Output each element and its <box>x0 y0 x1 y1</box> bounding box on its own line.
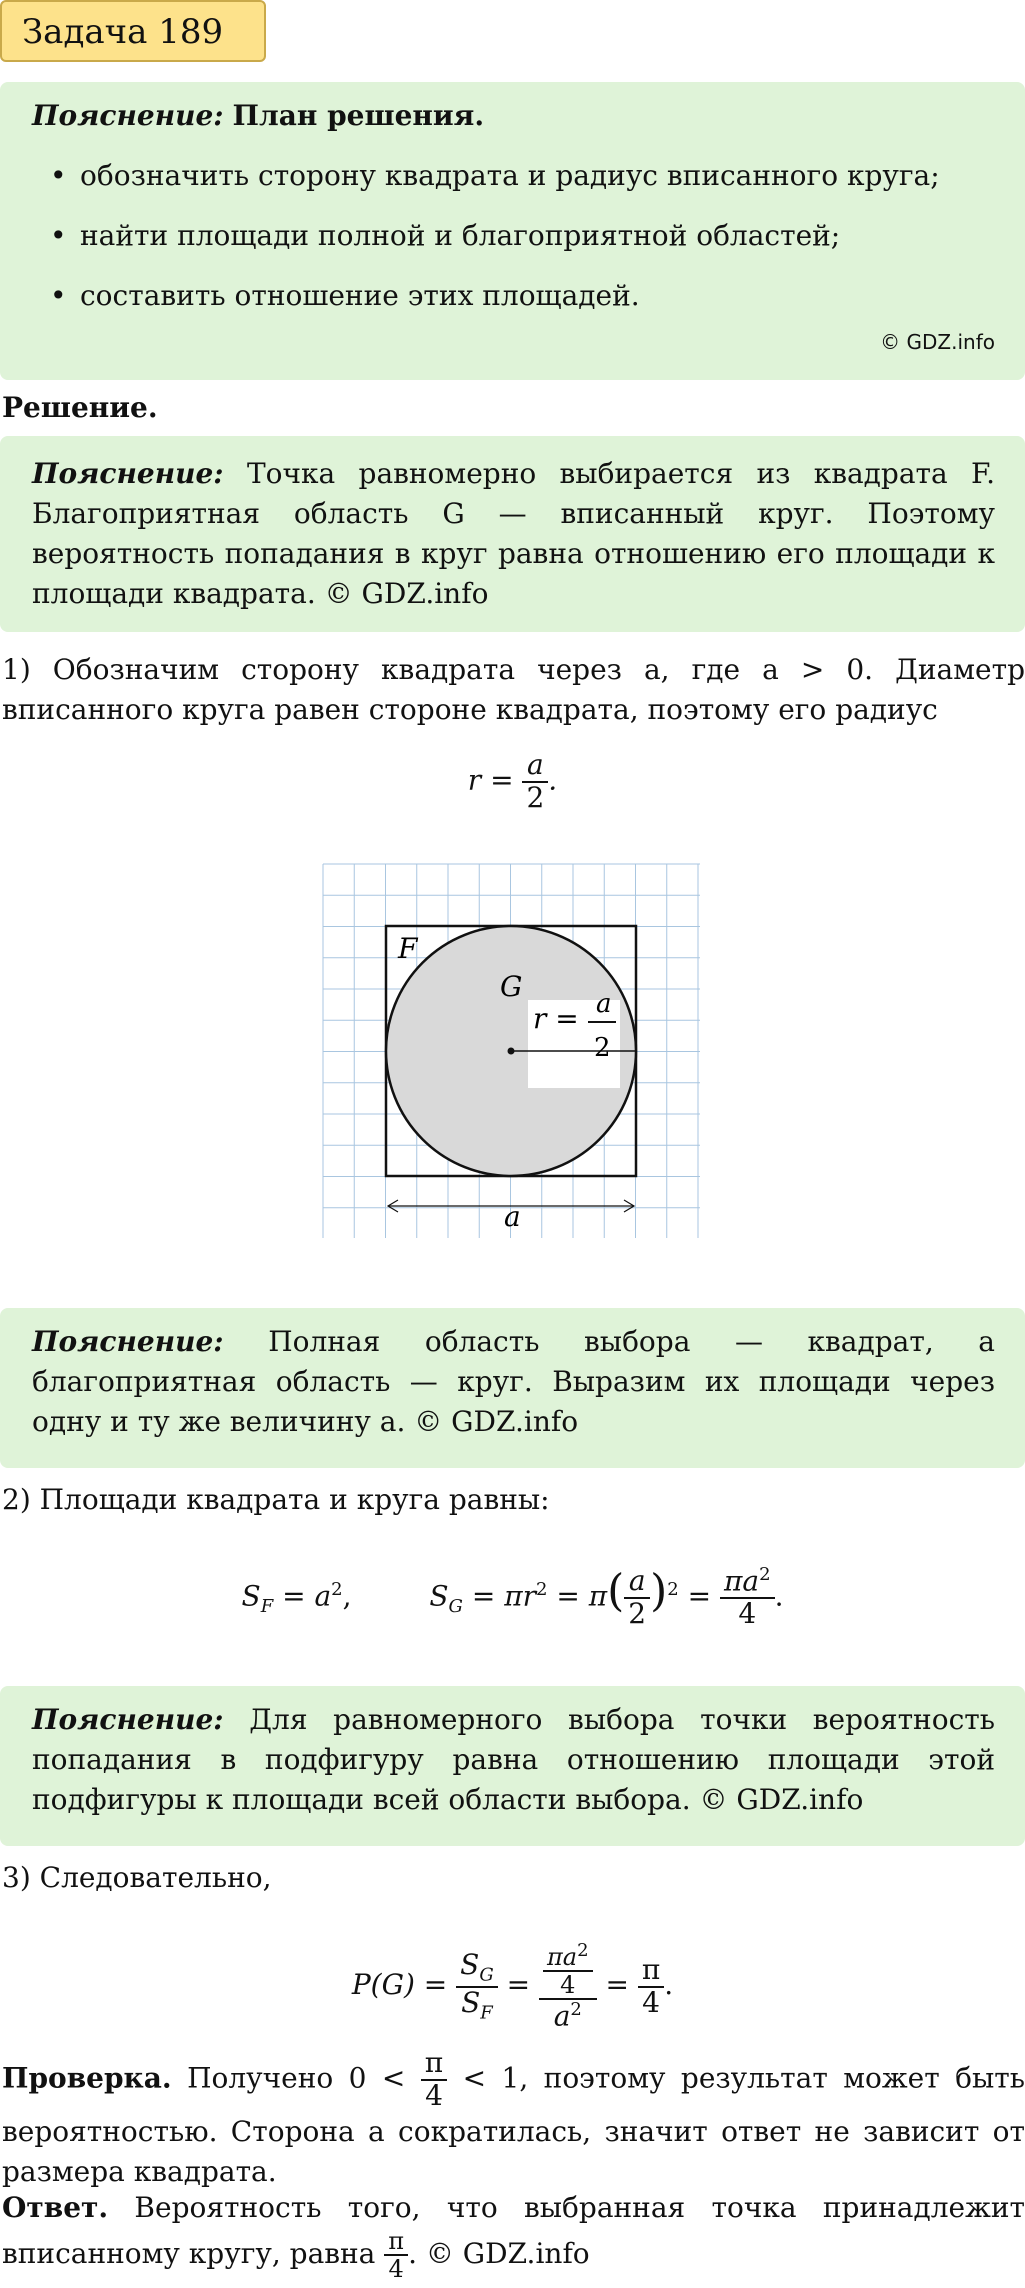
step-2-text: 2) Площади квадрата и круга равны: <box>2 1483 550 1516</box>
note-3-lead: Пояснение: <box>32 1703 224 1736</box>
note-1-text: Точка равномерно выбирается из квадрата F. Благоприятная область G — вписанный круг. Поэтому вероятность попадания в круг равна отношению его площади к площади квадрата. © GDZ.info <box>32 457 995 610</box>
note-2-text: Полная область выбора — квадрат, а благоприятная область — круг. Выразим их площади через одну и ту же величину a. © GDZ.info <box>32 1325 995 1438</box>
note-3 <box>0 1686 1025 1846</box>
square-circle-figure <box>0 860 1025 1250</box>
formula-probability: P(G) = $\frac{S_G}{S_F}$ = $\frac{\frac{\pi a^2}{4}}{a^2}$ = $\frac{\pi}{4}$ . <box>351 1939 674 2033</box>
solution-title: Решение. <box>2 391 158 424</box>
plan-note <box>0 82 1025 380</box>
label-a: a <box>504 1200 521 1233</box>
label-F: F <box>398 932 418 965</box>
note-1-lead: Пояснение: <box>32 457 224 490</box>
center-dot <box>508 1048 515 1055</box>
plan-list <box>32 156 995 316</box>
label-r-den: 2 <box>594 1033 611 1063</box>
check-lead: Проверка. <box>2 2061 172 2095</box>
answer-lead: Ответ. <box>2 2191 109 2224</box>
label-r: r = <box>533 1002 579 1035</box>
formula-areas: $S_F = a^2$, $S_G = \pi r^2 = \pi$( $\frac{a}{2}$ )$^2$ = $\frac{\pi a^2}{4}$ . <box>241 1564 784 1631</box>
label-G: G <box>500 970 523 1003</box>
list-item: • составить отношение этих площадей. <box>32 276 995 316</box>
list-item: • обозначить сторону квадрата и радиус вписанного круга; <box>32 156 995 196</box>
step-1-text: 1) Обозначим сторону квадрата через a, где a > 0. Диаметр вписанного круга равен стороне квадрата, поэтому его радиус <box>2 653 1025 726</box>
label-r-num: a <box>596 989 612 1019</box>
task-title: Задача 189 <box>0 0 266 62</box>
list-item: • найти площади полной и благоприятной областей; <box>32 216 995 256</box>
step-3-text: 3) Следовательно, <box>2 1861 272 1894</box>
plan-copyright: © GDZ.info <box>880 330 995 354</box>
plan-note-heading: План решения. <box>232 99 485 132</box>
check-paragraph: Проверка. Получено 0 < $\frac{\pi}{4}$ < 1, поэтому результат может быть вероятностью. Сторона a сократилась, значит ответ не зависит от размера квадрата. <box>2 2046 1025 2188</box>
note-3-text: Для равномерного выбора точки вероятность попадания в подфигуру равна отношению площади этой подфигуры к площади всей области выбора. © GDZ.info <box>32 1703 995 1816</box>
note-1 <box>0 436 1025 632</box>
note-2 <box>0 1308 1025 1468</box>
answer-paragraph: Ответ. Вероятность того, что выбранная точка принадлежит вписанному кругу, равна $\frac{\pi}{4}$ . © GDZ.info <box>2 2191 1025 2284</box>
note-2-lead: Пояснение: <box>32 1325 224 1358</box>
formula-radius: r = $\frac{a}{2}$ . <box>467 748 558 814</box>
plan-note-lead: Пояснение: <box>32 99 224 132</box>
